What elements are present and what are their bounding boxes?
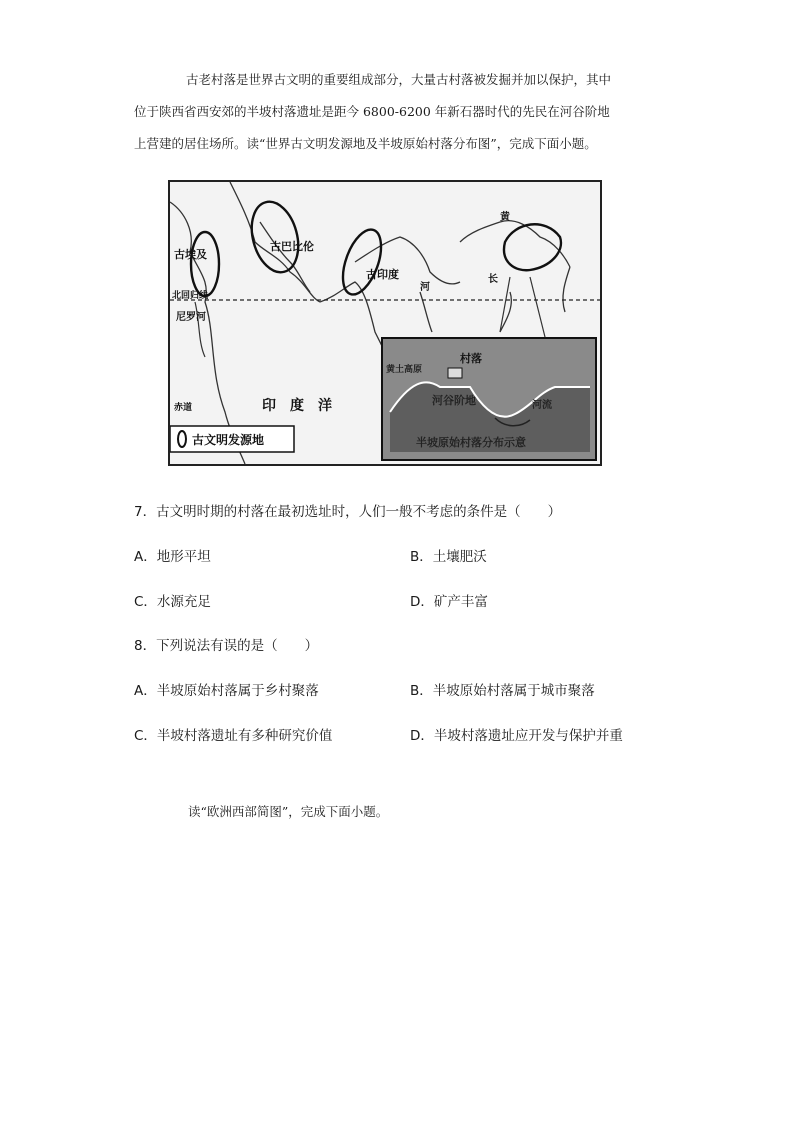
label-chang: 长	[488, 274, 498, 285]
label-india: 古印度	[366, 268, 399, 281]
label-ocean: 印度洋	[262, 398, 346, 414]
label-tropic: 北回归线	[172, 291, 209, 301]
intro-line-1: 古老村落是世界古文明的重要组成部分，大量古村落被发掘并加以保护，其中	[186, 72, 612, 87]
question-7-option-d: D．矿产丰富	[410, 594, 488, 610]
label-babylon: 古巴比伦	[270, 240, 314, 253]
label-egypt: 古埃及	[174, 248, 207, 261]
question-7-option-a: A．地形平坦	[134, 549, 211, 565]
question-7-option-b: B．土壤肥沃	[410, 549, 487, 565]
next-section-intro: 读“欧洲西部简图”，完成下面小题。	[188, 804, 389, 819]
civilization-map-figure	[168, 180, 602, 466]
question-7-option-c: C．水源充足	[134, 594, 211, 610]
inset-label-village: 村落	[460, 352, 482, 365]
inset-caption: 半坡原始村落分布示意	[416, 436, 526, 449]
inset-label-terrace: 河谷阶地	[432, 394, 476, 407]
question-8-option-a: A．半坡原始村落属于乡村聚落	[134, 683, 319, 699]
inset-label-left: 黄土高原	[386, 365, 423, 375]
label-huang: 黄	[500, 212, 510, 223]
legend-label: 古文明发源地	[192, 433, 265, 447]
inset-label-river: 河流	[532, 400, 552, 411]
label-equator: 赤道	[174, 403, 193, 413]
intro-line-2: 位于陕西省西安郊的半坡村落遗址是距今 6800-6200 年新石器时代的先民在河谷阶地	[134, 104, 610, 119]
question-8-option-b: B．半坡原始村落属于城市聚落	[410, 683, 595, 699]
question-8-option-c: C．半坡村落遗址有多种研究价值	[134, 728, 333, 744]
question-7-stem: 7．古文明时期的村落在最初选址时，人们一般不考虑的条件是（ ）	[134, 504, 562, 520]
label-nile: 尼罗河	[176, 312, 206, 323]
question-8-stem: 8．下列说法有误的是（ ）	[134, 638, 319, 654]
map-svg	[170, 182, 600, 464]
label-river: 河	[420, 282, 430, 293]
intro-line-3: 上营建的居住场所。读“世界古文明发源地及半坡原始村落分布图”，完成下面小题。	[134, 136, 597, 151]
question-8-option-d: D．半坡村落遗址应开发与保护并重	[410, 728, 623, 744]
inset-diagram	[382, 338, 596, 460]
intro-paragraph	[134, 64, 662, 160]
